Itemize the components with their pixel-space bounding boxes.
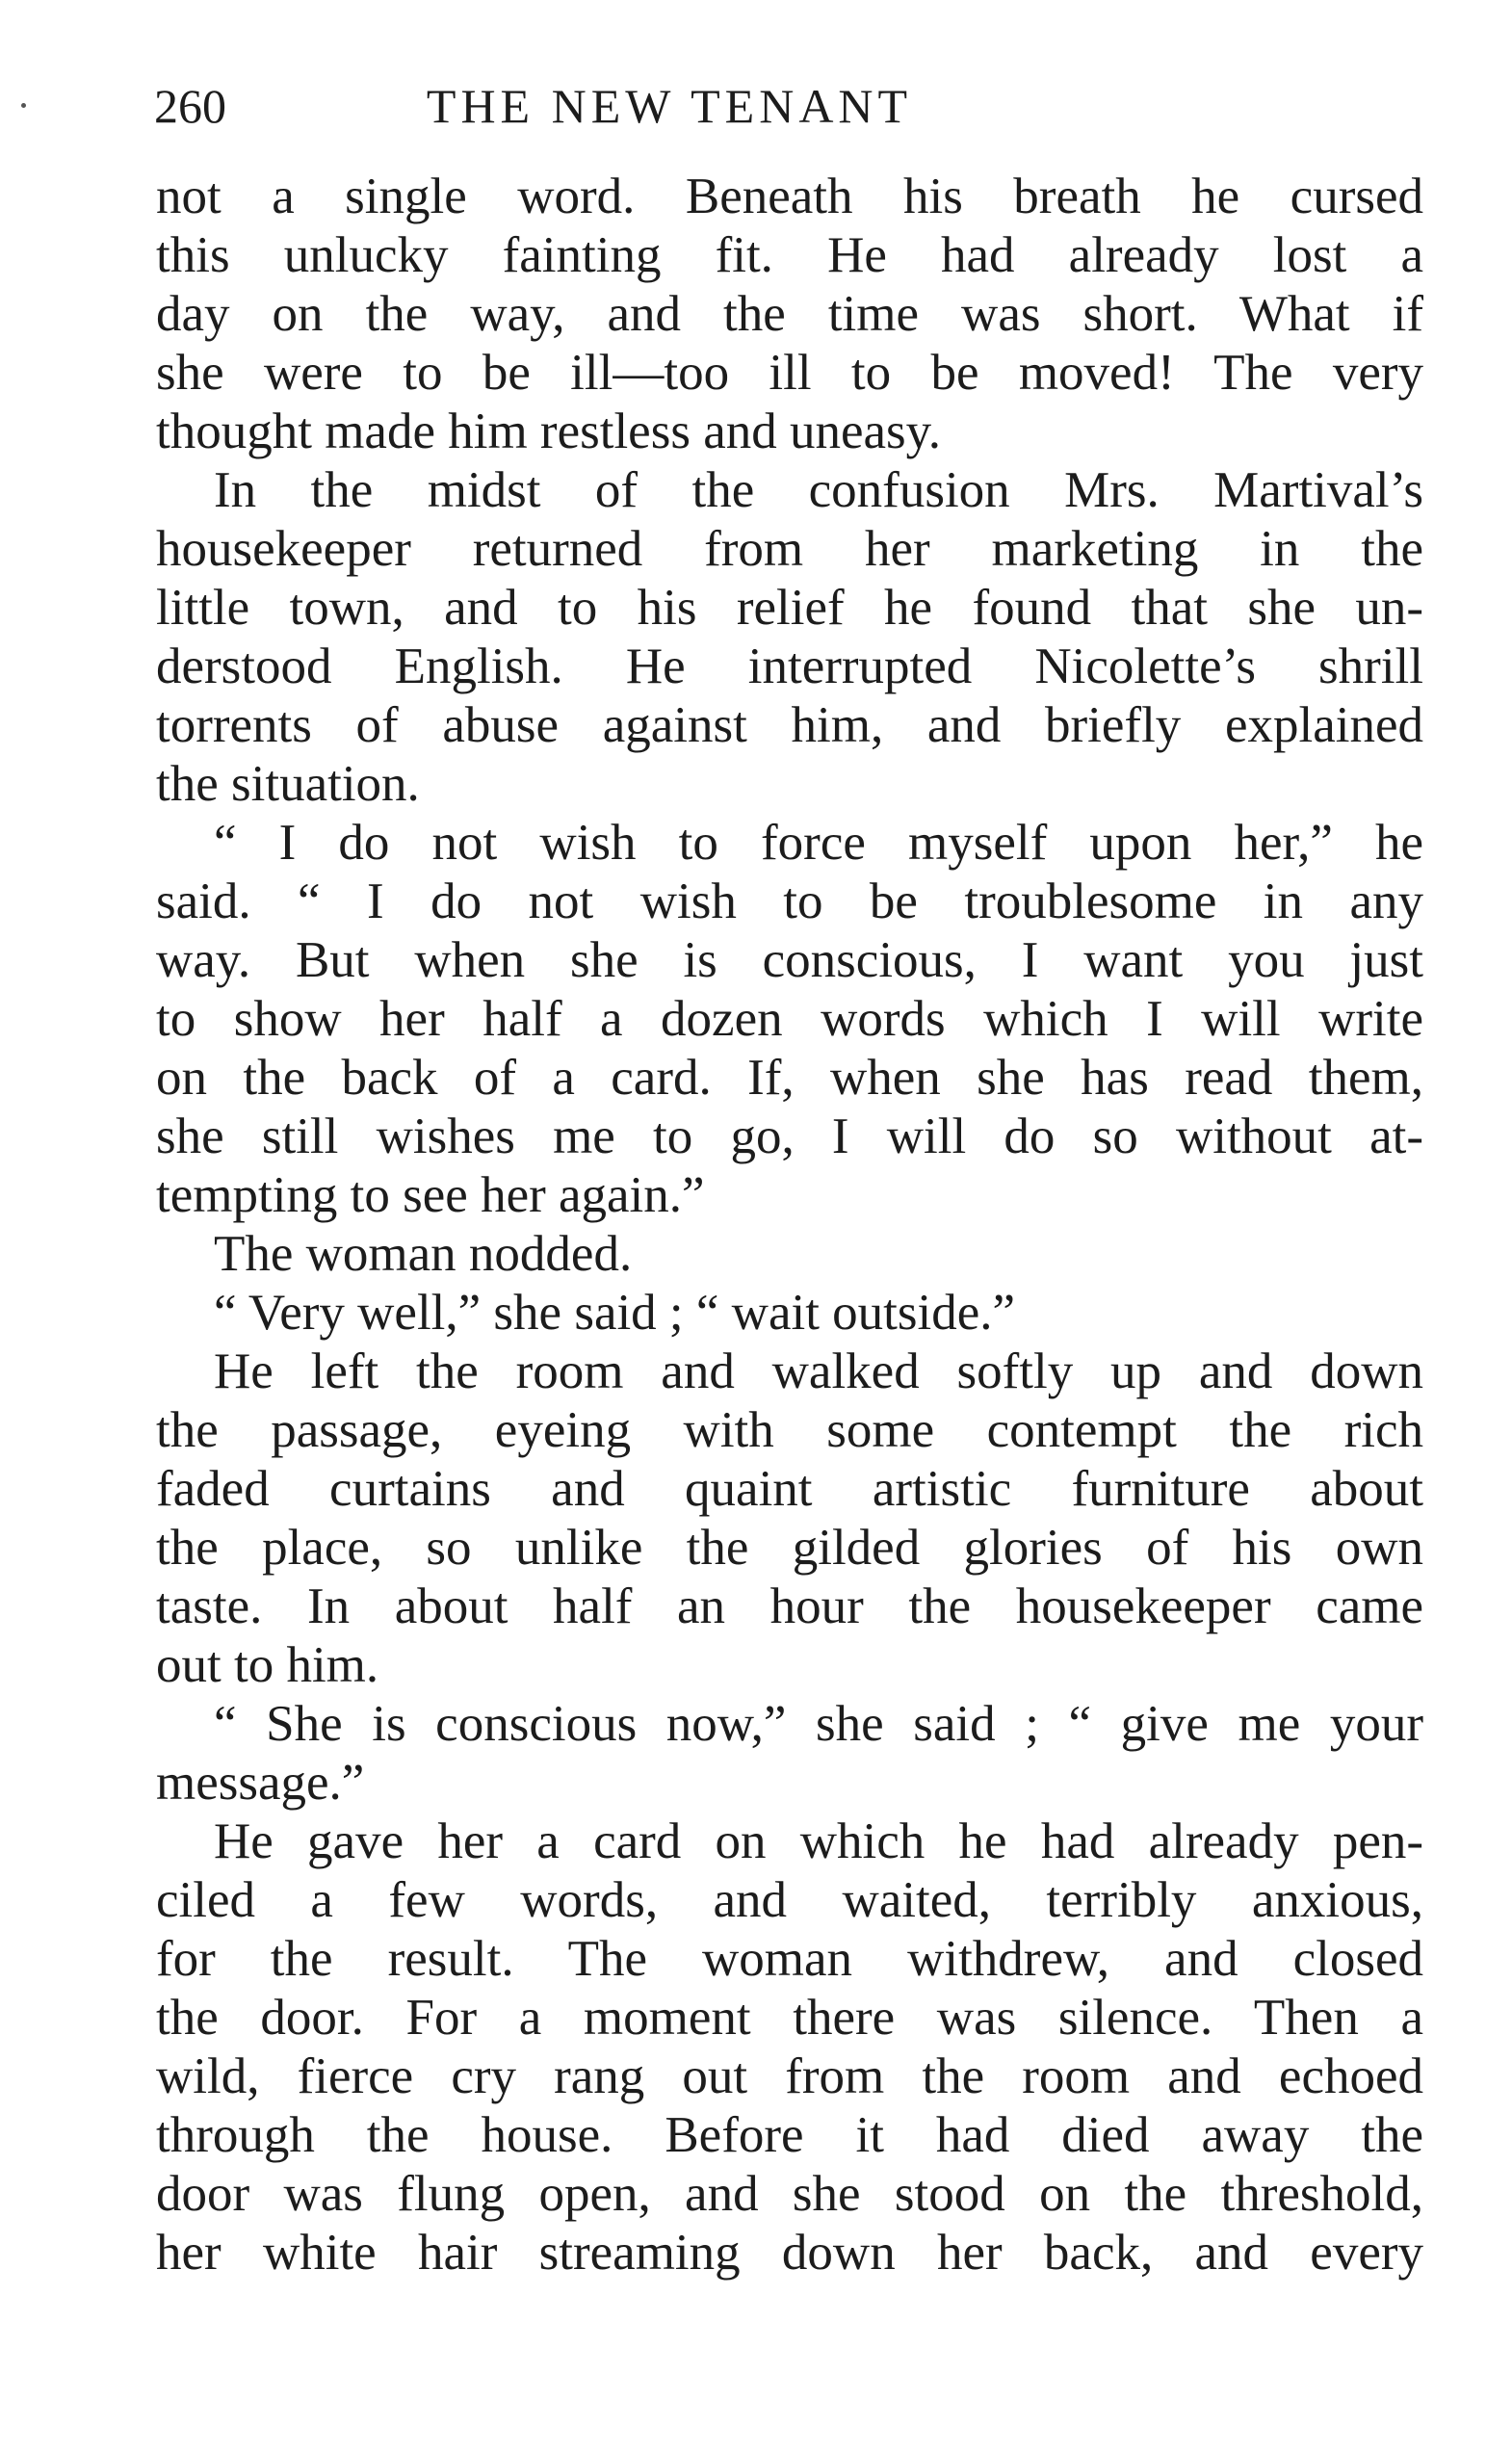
- text-line: torrents of abuse against him, and briefly explained: [156, 697, 1423, 753]
- text-line: for the result. The woman withdrew, and closed: [156, 1931, 1423, 1987]
- text-line: thought made him restless and uneasy.: [156, 404, 941, 459]
- text-line: the door. For a moment there was silence. Then a: [156, 1990, 1423, 2046]
- body-text: [156, 168, 1423, 2282]
- text-line: wild, fierce cry rang out from the room and echoed: [156, 2048, 1423, 2104]
- paragraph: [156, 814, 1423, 1225]
- text-line: derstood English. He interrupted Nicolette’s shrill: [156, 639, 1423, 694]
- running-head: [154, 67, 1425, 144]
- paragraph: [156, 1225, 1423, 1284]
- paragraph: [156, 1343, 1423, 1695]
- text-line: tempting to see her again.”: [156, 1167, 705, 1223]
- text-line: faded curtains and quaint artistic furniture about: [156, 1461, 1423, 1517]
- text-line: He left the room and walked softly up and down: [214, 1343, 1423, 1399]
- running-title: THE NEW TENANT: [426, 79, 913, 133]
- text-line: on the back of a card. If, when she has read them,: [156, 1050, 1423, 1106]
- text-line: she were to be ill—too ill to be moved! The very: [156, 345, 1423, 401]
- text-line: through the house. Before it had died away the: [156, 2107, 1423, 2163]
- text-line: day on the way, and the time was short. What if: [156, 286, 1423, 342]
- text-line: this unlucky fainting fit. He had already lost a: [156, 227, 1423, 283]
- text-line: “ I do not wish to force myself upon her,” he: [214, 815, 1423, 871]
- text-line: she still wishes me to go, I will do so without at-: [156, 1109, 1423, 1164]
- text-line: “ She is conscious now,” she said ; “ give me your: [214, 1696, 1423, 1752]
- text-line: “ Very well,” she said ; “ wait outside.”: [214, 1285, 1016, 1341]
- text-line: In the midst of the confusion Mrs. Martival’s: [214, 462, 1423, 518]
- text-line: out to him.: [156, 1637, 379, 1693]
- text-line: He gave her a card on which he had already pen-: [214, 1813, 1423, 1869]
- text-line: The woman nodded.: [214, 1226, 633, 1282]
- text-line: the situation.: [156, 756, 420, 812]
- text-line: said. “ I do not wish to be troublesome in any: [156, 874, 1423, 929]
- text-line: taste. In about half an hour the housekeeper came: [156, 1578, 1423, 1634]
- page-number: 260: [154, 79, 226, 133]
- paragraph: [156, 461, 1423, 814]
- text-line: ciled a few words, and waited, terribly anxious,: [156, 1872, 1423, 1928]
- text-line: way. But when she is conscious, I want you just: [156, 932, 1423, 988]
- paragraph: [156, 1813, 1423, 2282]
- paragraph: [156, 168, 1423, 461]
- text-line: little town, and to his relief he found that she un-: [156, 580, 1423, 636]
- text-line: message.”: [156, 1755, 365, 1811]
- paragraph: [156, 1284, 1423, 1343]
- text-line: door was flung open, and she stood on the threshold,: [156, 2166, 1423, 2222]
- stray-ink-mark: [21, 103, 26, 108]
- text-line: the passage, eyeing with some contempt the rich: [156, 1402, 1423, 1458]
- text-line: to show her half a dozen words which I will write: [156, 991, 1423, 1047]
- text-line: the place, so unlike the gilded glories of his own: [156, 1520, 1423, 1576]
- text-line: not a single word. Beneath his breath he cursed: [156, 169, 1423, 224]
- paragraph: [156, 1695, 1423, 1813]
- text-line: housekeeper returned from her marketing in the: [156, 521, 1423, 577]
- text-line: her white hair streaming down her back, and every: [156, 2225, 1423, 2281]
